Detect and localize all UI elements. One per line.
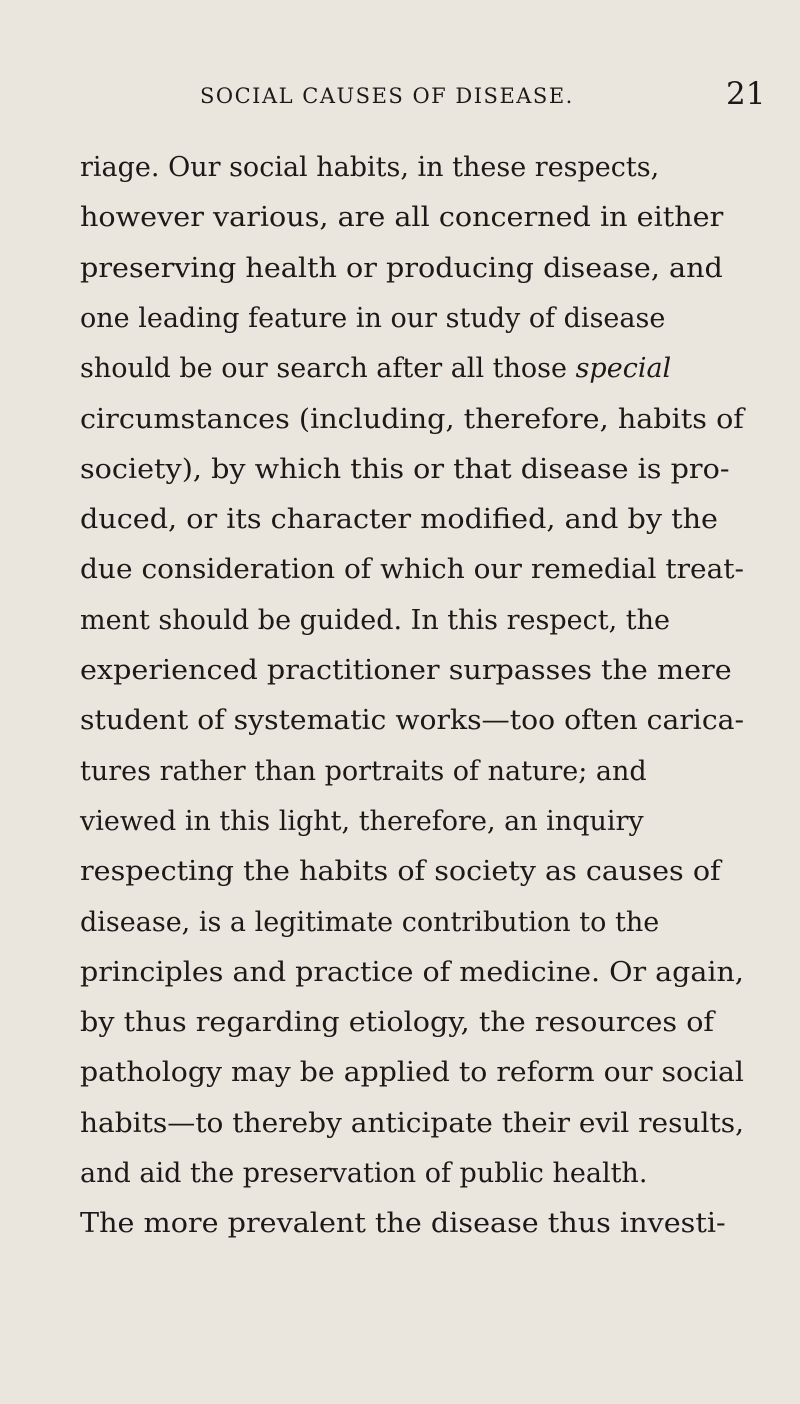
text-line-segment: should be our search after all those [80,353,576,385]
text-line [0,545,800,595]
text-line [0,797,800,847]
text-line-content: riage. Our social habits, in these respects, [80,152,660,183]
text-line-content: and aid the preservation of public health. [80,1158,648,1189]
text-line-content: habits—to thereby anticipate their evil results, [80,1107,744,1139]
text-line [0,646,800,696]
text-line [0,143,800,193]
text-line-content: ment should be guided. In this respect, the [80,604,670,636]
page-number: 21 [726,76,766,112]
text-line-content [80,344,671,394]
text-line [0,696,800,746]
text-line [0,244,800,294]
text-line [0,898,800,948]
text-line [0,1149,800,1199]
text-line-content: disease, is a legitimate contribution to the [80,906,660,938]
text-line-content: one leading feature in our study of disease [80,302,666,334]
emphasized-word: special [575,353,672,385]
running-head: SOCIAL CAUSES OF DISEASE. [200,84,574,108]
text-line [0,344,800,394]
text-line [0,193,800,243]
text-line [0,847,800,897]
text-line [0,495,800,545]
text-line-content: experienced practitioner surpasses the mere [80,655,732,686]
text-line-content: circumstances (including, therefore, habits of [80,403,744,435]
text-line [0,998,800,1048]
text-line-content: principles and practice of medicine. Or again, [80,956,744,988]
text-line-content: due consideration of which our remedial treat- [80,554,744,586]
text-line-content: The more prevalent the disease thus investi- [80,1208,726,1240]
text-line-content: respecting the habits of society as causes of [80,856,721,888]
text-line [0,948,800,998]
text-line-content: pathology may be applied to reform our social [80,1057,744,1089]
text-line-content: duced, or its character modified, and by the [80,504,718,536]
text-line-content: by thus regarding etiology, the resources of [80,1007,715,1039]
text-line-content: however various, are all concerned in either [80,202,724,234]
text-line-content: preserving health or producing disease, and [80,252,723,284]
text-line-content: tures rather than portraits of nature; and [80,755,647,787]
text-line-content: viewed in this light, therefore, an inquiry [80,805,644,837]
text-line [0,596,800,646]
text-line [0,294,800,344]
text-line [0,1048,800,1098]
text-line [0,747,800,797]
text-line-content: student of systematic works—too often carica- [80,705,744,737]
text-line [0,1099,800,1149]
text-line [0,1199,800,1249]
text-line [0,445,800,495]
text-line [0,395,800,445]
text-line-content: society), by which this or that disease is pro- [80,453,730,485]
